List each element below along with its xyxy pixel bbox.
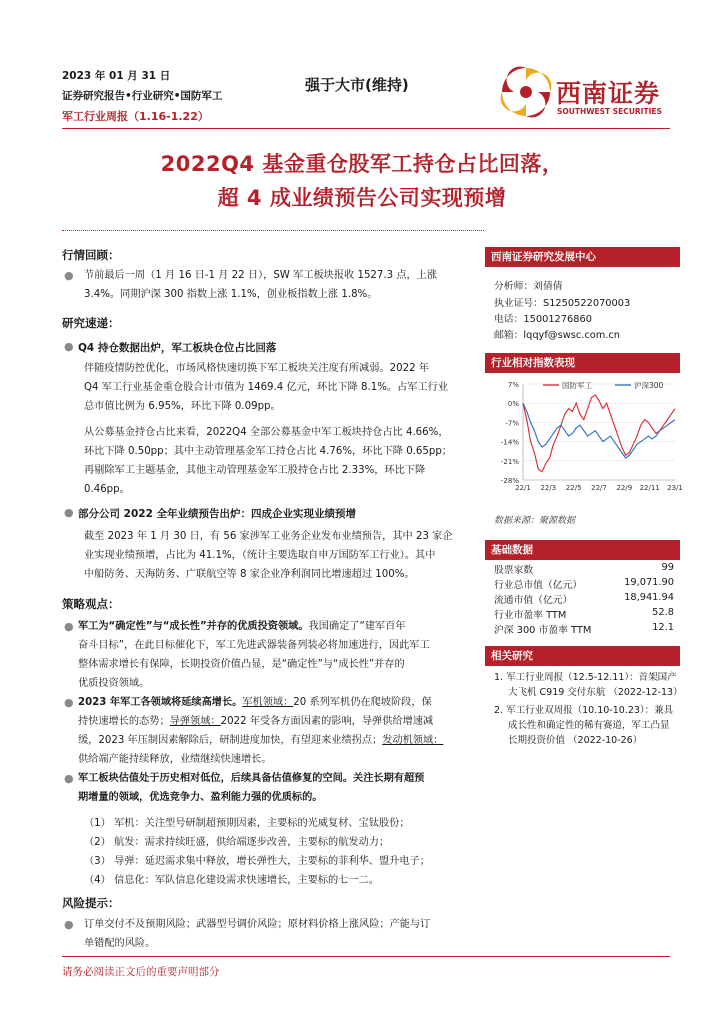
basic-data-row xyxy=(494,607,674,621)
logo-en-text: SOUTHWEST SECURITIES xyxy=(557,107,662,116)
related-research-title: 相关研究 xyxy=(485,646,680,666)
strategy-line xyxy=(78,617,474,636)
bullet-icon: ● xyxy=(64,772,74,785)
series-line xyxy=(523,403,675,458)
review-text xyxy=(84,266,474,304)
forecast-line: 中船防务、天海防务、广联航空等 8 家企业净利润同比增速超过 100%。 xyxy=(84,569,415,580)
performance-title: 行业相对指数表现 xyxy=(485,353,680,373)
strategy-line xyxy=(78,712,474,731)
q4-line: 伴随疫情防控优化，市场风格快速切换下军工板块关注度有所减弱。2022 年 xyxy=(84,363,429,374)
bullet-icon: ● xyxy=(64,696,74,709)
risk-line: 单错配的风险。 xyxy=(84,938,156,949)
pick-line: （4） 信息化：军队信息化建设需求快速增长，主要标的七一二。 xyxy=(84,875,379,886)
risk-heading: 风险提示： xyxy=(62,896,120,910)
bullet-icon: ● xyxy=(64,340,74,353)
related-line: 成长性和确定性的稀有赛道，军工凸显 xyxy=(508,720,670,731)
main-title-line1: 2022Q4 基金重仓股军工持仓占比回落， xyxy=(160,152,564,176)
forecast-paragraph xyxy=(84,527,474,584)
strategy-line: 奋斗目标”，在此目标催化下，军工先进武器装备列装必将加速进行，因此军工 xyxy=(78,640,430,651)
basic-data-value: 19,071.90 xyxy=(624,577,674,588)
pick-line: （2） 航发：需求持续旺盛，供给端逐步改善，主要标的航发动力； xyxy=(84,837,390,848)
report-series: 军工行业周报（1.16-1.22） xyxy=(62,110,209,123)
related-report-1[interactable] xyxy=(494,670,683,700)
review-line: 3.4%。同期沪深 300 指数上涨 1.1%，创业板指数上涨 1.8%。 xyxy=(84,289,378,300)
x-tick-label: 22/11 xyxy=(639,484,660,492)
strategy-2-text: 20 系列军机仍在爬坡阶段，保 xyxy=(293,697,432,708)
pick-line: （1） 军机：关注型号研制超预期因素，主要标的光威复材、宝钛股份； xyxy=(84,818,410,829)
forecast-heading: 部分公司 2022 全年业绩预告出炉：四成企业实现业绩预增 xyxy=(78,508,357,520)
report-type: 证券研究报告•行业研究•国防军工 xyxy=(62,90,223,102)
series-line xyxy=(523,395,675,472)
strategy-line xyxy=(78,731,474,750)
bullet-icon: ● xyxy=(64,620,74,633)
risk-text xyxy=(84,915,474,953)
x-tick-label: 22/7 xyxy=(591,484,607,492)
footer-divider xyxy=(62,956,670,957)
basic-data-label: 行业总市值（亿元） xyxy=(494,580,583,591)
y-tick-label: -21% xyxy=(500,457,519,466)
basic-data-value: 18,941.94 xyxy=(624,592,674,603)
main-title-line2: 超 4 成业绩预告公司实现预增 xyxy=(217,186,507,210)
company-logo xyxy=(496,62,676,122)
strategy-1-head: 军工为“确定性”与“成长性”并存的优质投资领域。 xyxy=(78,621,309,632)
related-line: 长期投资价值 （2022-10-26） xyxy=(508,735,643,746)
strategy-point-2 xyxy=(78,693,474,769)
strategy-1-text: 我国确定了“建军百年 xyxy=(308,621,406,632)
basic-data-row xyxy=(494,562,674,576)
stock-picks xyxy=(84,814,474,890)
basic-data-row xyxy=(494,622,674,636)
basic-data-value: 12.1 xyxy=(652,622,674,633)
q4-paragraph-2 xyxy=(84,423,474,499)
strategy-point-3 xyxy=(78,769,474,807)
strategy-2-text: 2022 年受各方面因素的影响，导弹供给增速减 xyxy=(220,716,434,727)
chart-grid xyxy=(523,384,675,480)
legend-label: 沪深300 xyxy=(634,381,664,390)
x-tick-label: 22/3 xyxy=(540,484,557,492)
analyst-phone: 电话：15001276860 xyxy=(494,314,592,325)
legend-label: 国防军工 xyxy=(562,381,592,390)
relative-performance-chart xyxy=(485,376,683,504)
strategy-line: 整体需求增长有保障，长期投资价值凸显，是“确定性”与“成长性”并存的 xyxy=(78,659,405,670)
data-source: 数据来源：聚源数据 xyxy=(494,516,576,526)
y-tick-label: -7% xyxy=(505,419,519,428)
related-line: 2. 军工行业双周报（10.10-10.23）：兼具 xyxy=(494,705,674,716)
logo-emblem-icon xyxy=(496,62,556,122)
strategy-point-1 xyxy=(78,617,474,693)
report-date: 2023 年 01 月 31 日 xyxy=(62,70,171,82)
strategy-2-text: 缓，2023 年压制因素解除后，研制进度加快，有望迎来业绩拐点； xyxy=(78,735,383,746)
q4-line: 0.46pp。 xyxy=(84,484,130,495)
chart-y-labels xyxy=(501,381,519,485)
x-tick-label: 22/1 xyxy=(515,484,531,492)
forecast-line: 业实现业绩预增，占比为 41.1%，（统计主要选取自申万国防军工行业）。其中 xyxy=(84,550,436,561)
review-line: 节前最后一周（1 月 16 日-1 月 22 日），SW 军工板块报收 1527.3 点，上涨 xyxy=(84,270,438,281)
risk-line: 订单交付不及预期风险；武器型号调价风险；原材料价格上涨风险；产能与订 xyxy=(84,919,431,930)
research-heading: 研究速递： xyxy=(62,316,120,330)
jet-field-label: 军机领域： xyxy=(242,697,294,708)
strategy-line xyxy=(78,693,474,712)
q4-line: 从公募基金持仓占比来看，2022Q4 全部公募基金中军工板块持仓占比 4.66%， xyxy=(84,427,449,438)
related-line: 大飞机 C919 交付东航 （2022-12-13） xyxy=(508,687,683,698)
research-center-title: 西南证券研究发展中心 xyxy=(485,247,680,267)
chart-lines xyxy=(523,395,675,472)
pick-line: （3） 导弹：延迟需求集中释放，增长弹性大，主要标的菲利华、盟升电子； xyxy=(84,856,430,867)
strategy-line: 优质投资领域。 xyxy=(78,678,150,689)
related-report-2[interactable] xyxy=(494,703,680,748)
strategy-heading: 策略观点： xyxy=(62,597,120,611)
y-tick-label: 7% xyxy=(507,381,519,389)
engine-field-label: 发动机领域： xyxy=(382,735,444,746)
bullet-icon: ● xyxy=(64,506,74,519)
strategy-2-text: 持快速增长的态势； xyxy=(78,716,170,727)
q4-heading: Q4 持仓数据出炉，军工板块仓位占比回落 xyxy=(78,342,277,354)
basic-data-row xyxy=(494,577,674,591)
y-tick-label: 0% xyxy=(507,400,519,409)
chart-x-labels xyxy=(515,484,683,492)
q4-line: 总市值比例为 6.95%，环比下降 0.09pp。 xyxy=(84,401,281,412)
basic-data-value: 52.8 xyxy=(652,607,674,618)
bullet-icon: ● xyxy=(64,269,74,282)
basic-data-row xyxy=(494,592,674,606)
chart-legend xyxy=(543,380,664,390)
review-heading: 行情回顾： xyxy=(62,248,120,262)
analyst-email[interactable]: 邮箱：lqqyf@swsc.com.cn xyxy=(494,330,620,341)
q4-line: Q4 军工行业基金重仓股合计市值为 1469.4 亿元，环比下降 8.1%。占军工行业 xyxy=(84,382,449,393)
basic-data-value: 99 xyxy=(661,562,674,573)
x-tick-label: 22/5 xyxy=(565,484,582,492)
bullet-icon: ● xyxy=(64,918,74,931)
basic-data-label: 股票家数 xyxy=(494,565,534,576)
header-divider xyxy=(62,128,670,129)
basic-data-title: 基础数据 xyxy=(485,540,680,560)
logo-cn-text: 西南证券 xyxy=(556,79,661,108)
footer-note: 请务必阅读正文后的重要声明部分 xyxy=(62,966,220,978)
basic-data-label: 流通市值（亿元） xyxy=(494,595,573,606)
x-tick-label: 22/9 xyxy=(616,484,633,492)
strategy-2-head: 2023 年军工各领域将延续高增长。 xyxy=(78,697,243,708)
missile-field-label: 导弹领域： xyxy=(169,716,221,727)
related-line: 1. 军工行业周报（12.5-12.11）：首架国产 xyxy=(494,672,677,683)
strategy-line: 供给端产能持续释放，业绩继续快速增长。 xyxy=(78,754,272,765)
y-tick-label: -28% xyxy=(500,477,519,485)
strategy-line: 军工板块估值处于历史相对低位，后续具备估值修复的空间。关注长期有超预 xyxy=(78,773,425,784)
y-tick-label: -14% xyxy=(500,438,519,447)
rating: 强于大市(维持) xyxy=(305,76,409,94)
strategy-line: 期增量的领域，优选竞争力、盈利能力强的优质标的。 xyxy=(78,792,323,803)
basic-data-label: 行业市盈率 TTM xyxy=(494,610,567,621)
forecast-line: 截至 2023 年 1 月 30 日，有 56 家涉军工业务企业发布业绩预告，其中 23 家企 xyxy=(84,531,453,542)
basic-data-label: 沪深 300 市盈率 TTM xyxy=(494,625,592,636)
q4-paragraph-1 xyxy=(84,359,474,416)
q4-line: 环比下降 0.50pp；其中主动管理基金军工持仓占比 4.76%，环比下降 0.65pp； xyxy=(84,446,452,457)
x-tick-label: 23/1 xyxy=(667,484,683,492)
analyst-license: 执业证号：S1250522070003 xyxy=(494,298,631,309)
q4-line: 再剔除军工主题基金，其他主动管理基金军工股持仓占比 2.33%，环比下降 xyxy=(84,465,426,476)
analyst-name: 分析师：刘倩倩 xyxy=(494,281,563,292)
title-divider xyxy=(62,230,484,231)
